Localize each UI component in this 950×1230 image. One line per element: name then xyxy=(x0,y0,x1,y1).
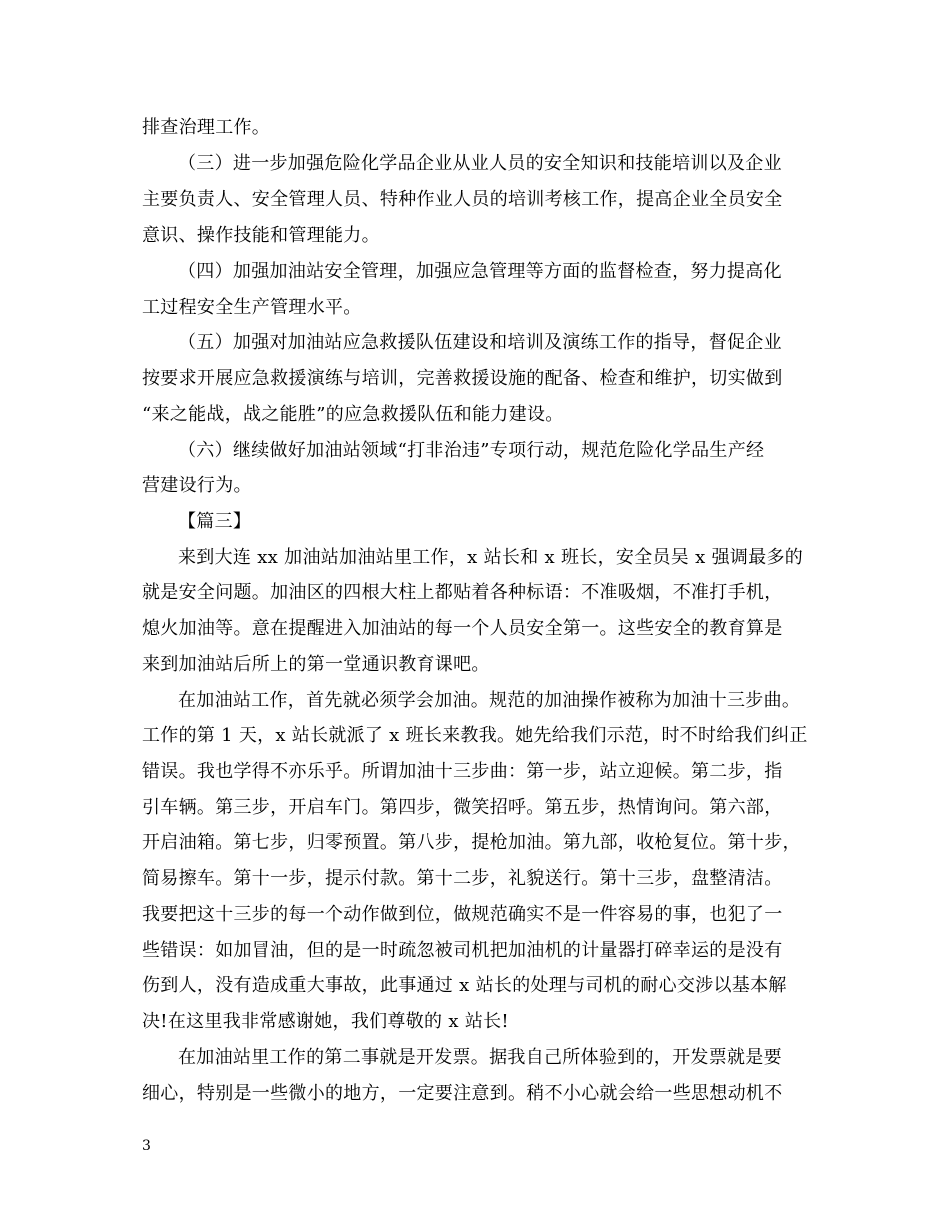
text-line: 排查治理工作。 xyxy=(142,117,271,138)
text-line: 意识、操作技能和管理能力。 xyxy=(142,225,380,246)
text-line: （四）加强加油站安全管理，加强应急管理等方面的监督检查，努力提高化 xyxy=(178,261,782,282)
text-line: 主要负责人、安全管理人员、特种作业人员的培训考核工作，提高企业全员安全 xyxy=(142,189,783,210)
text-line: 在加油站里工作的第二事就是开发票。据我自己所体验到的，开发票就是要 xyxy=(178,1047,782,1068)
text-line: 简易擦车。第十一步，提示付款。第十二步，礼貌送行。第十三步，盘整清洁。 xyxy=(142,868,783,889)
text-line: 工过程安全生产管理水平。 xyxy=(142,297,362,318)
text-line: “来之能战，战之能胜”的应急救援队伍和能力建设。 xyxy=(142,404,564,425)
text-line: 我要把这十三步的每一个动作做到位，做规范确实不是一件容易的事，也犯了一 xyxy=(142,904,783,925)
text-line: 开启油箱。第七步，归零预置。第八步，提枪加油。第九部，收枪复位。第十步， xyxy=(142,832,801,853)
text-line: 来到大连 xx 加油站加油站里工作，x 站长和 x 班长，安全员吴 x 强调最多的 xyxy=(178,547,804,568)
page-number: 3 xyxy=(142,1138,151,1154)
text-line: 营建设行为。 xyxy=(142,475,252,496)
text-line: 就是安全问题。加油区的四根大柱上都贴着各种标语：不准吸烟，不准打手机， xyxy=(142,582,783,603)
text-line: 些错误：如加冒油，但的是一时疏忽被司机把加油机的计量器打碎幸运的是没有 xyxy=(142,940,783,961)
text-line: 细心，特别是一些微小的地方，一定要注意到。稍不小心就会给一些思想动机不 xyxy=(142,1083,783,1104)
text-line: 来到加油站后所上的第一堂通识教育课吧。 xyxy=(142,654,490,675)
text-line: 在加油站工作，首先就必须学会加油。规范的加油操作被称为加油十三步曲。 xyxy=(178,690,801,711)
text-line: （五）加强对加油站应急救援队伍建设和培训及演练工作的指导，督促企业 xyxy=(178,332,782,353)
section-heading: 【篇三】 xyxy=(178,511,252,532)
text-line: 伤到人，没有造成重大事故，此事通过 x 站长的处理与司机的耐心交涉以基本解 xyxy=(142,975,787,996)
text-line: 按要求开展应急救援演练与培训，完善救援设施的配备、检查和维护，切实做到 xyxy=(142,368,783,389)
text-line: 决!在这里我非常感谢她，我们尊敬的 x 站长! xyxy=(142,1011,509,1032)
text-line: 熄火加油等。意在提醒进入加油站的每一个人员安全第一。这些安全的教育算是 xyxy=(142,618,783,639)
text-line: （三）进一步加强危险化学品企业从业人员的安全知识和技能培训以及企业 xyxy=(178,153,782,174)
text-line: （六）继续做好加油站领域“打非治违”专项行动，规范危险化学品生产经 xyxy=(178,440,765,461)
text-line: 引车辆。第三步，开启车门。第四步，微笑招呼。第五步，热情询问。第六部， xyxy=(142,797,783,818)
text-line: 工作的第 1 天，x 站长就派了 x 班长来教我。她先给我们示范，时不时给我们纠正 xyxy=(142,725,808,746)
text-line: 错误。我也学得不亦乐乎。所谓加油十三步曲：第一步，站立迎候。第二步，指 xyxy=(142,761,783,782)
